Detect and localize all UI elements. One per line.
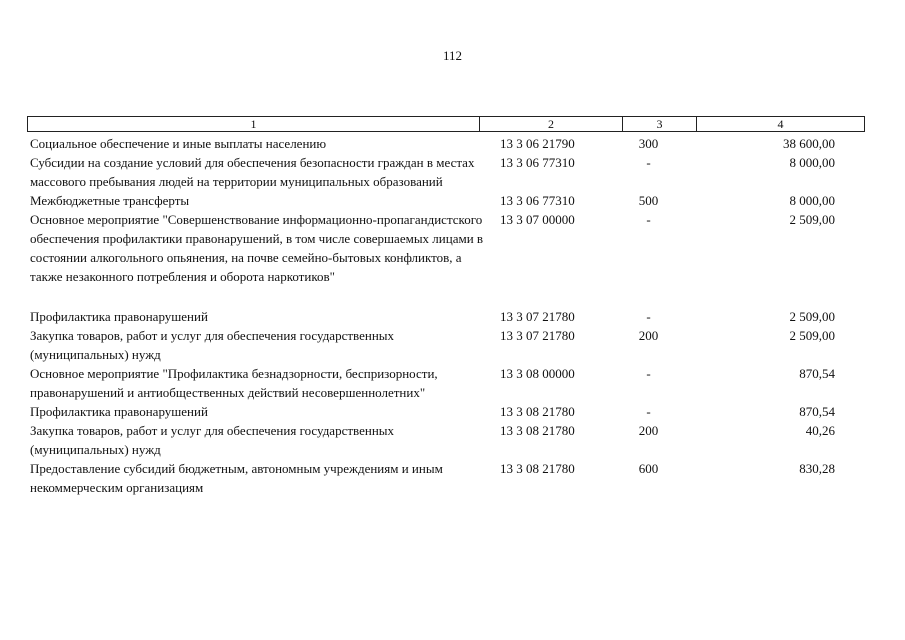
row-name: Субсидии на создание условий для обеспечения безопасности граждан в местах массового пребывания людей на территории муниципальных образований	[30, 155, 475, 189]
row-spacer	[30, 286, 865, 307]
row-code: 13 3 06 21790	[500, 136, 575, 151]
row-code: 13 3 07 21780	[500, 309, 575, 324]
row-type: 500	[638, 193, 659, 208]
table-row	[30, 307, 865, 326]
row-amount: 870,54	[799, 366, 835, 381]
table-row	[30, 459, 865, 497]
header-col-2: 2	[480, 117, 623, 131]
row-name: Предоставление субсидий бюджетным, автономным учреждениям и иным некоммерческим организациям	[30, 461, 443, 495]
row-amount: 8 000,00	[789, 193, 835, 208]
row-amount: 2 509,00	[789, 328, 835, 343]
row-type: -	[646, 404, 651, 419]
header-col-3: 3	[623, 117, 697, 131]
row-amount: 8 000,00	[789, 155, 835, 170]
table-row	[30, 421, 865, 459]
table-header	[27, 116, 865, 132]
row-code: 13 3 08 21780	[500, 404, 575, 419]
row-code: 13 3 06 77310	[500, 155, 575, 170]
table-row	[30, 191, 865, 210]
table-row	[30, 210, 865, 286]
row-name: Межбюджетные трансферты	[30, 193, 190, 208]
row-type: -	[646, 309, 651, 324]
row-type: -	[646, 366, 651, 381]
row-amount: 40,26	[805, 423, 835, 438]
row-code: 13 3 08 00000	[500, 366, 575, 381]
table-row	[30, 364, 865, 402]
row-code: 13 3 08 21780	[500, 423, 575, 438]
row-type: 300	[638, 136, 659, 151]
row-name: Закупка товаров, работ и услуг для обеспечения государственных (муниципальных) нужд	[30, 328, 395, 362]
table-row	[30, 326, 865, 364]
row-code: 13 3 07 00000	[500, 212, 575, 227]
row-type: 200	[638, 423, 659, 438]
row-amount: 38 600,00	[783, 136, 835, 151]
row-type: 200	[638, 328, 659, 343]
row-amount: 830,28	[799, 461, 835, 476]
page-number: 112	[442, 48, 463, 63]
row-name: Профилактика правонарушений	[30, 404, 208, 419]
row-name: Социальное обеспечение и иные выплаты населению	[30, 136, 327, 151]
row-amount: 870,54	[799, 404, 835, 419]
row-amount: 2 509,00	[789, 309, 835, 324]
row-code: 13 3 06 77310	[500, 193, 575, 208]
table-row	[30, 134, 865, 153]
row-code: 13 3 08 21780	[500, 461, 575, 476]
row-name: Профилактика правонарушений	[30, 309, 208, 324]
row-type: -	[646, 155, 651, 170]
row-name: Закупка товаров, работ и услуг для обеспечения государственных (муниципальных) нужд	[30, 423, 395, 457]
header-col-1: 1	[28, 117, 480, 131]
row-name: Основное мероприятие "Совершенствование информационно-пропагандистского обеспечения профилактики правонарушений, в том числе совершаемых лицами в состоянии алкогольного опьянения, на почве семейно-бытовых конфликтов, а также незаконного потребления и оборота наркотиков"	[30, 212, 484, 284]
row-type: -	[646, 212, 651, 227]
table-row	[30, 153, 865, 191]
header-col-4: 4	[777, 117, 784, 131]
table-row	[30, 402, 865, 421]
row-amount: 2 509,00	[789, 212, 835, 227]
table-body	[30, 134, 865, 497]
row-code: 13 3 07 21780	[500, 328, 575, 343]
row-type: 600	[638, 461, 659, 476]
row-name: Основное мероприятие "Профилактика безнадзорности, беспризорности, правонарушений и антиобщественных действий несовершеннолетних"	[30, 366, 438, 400]
